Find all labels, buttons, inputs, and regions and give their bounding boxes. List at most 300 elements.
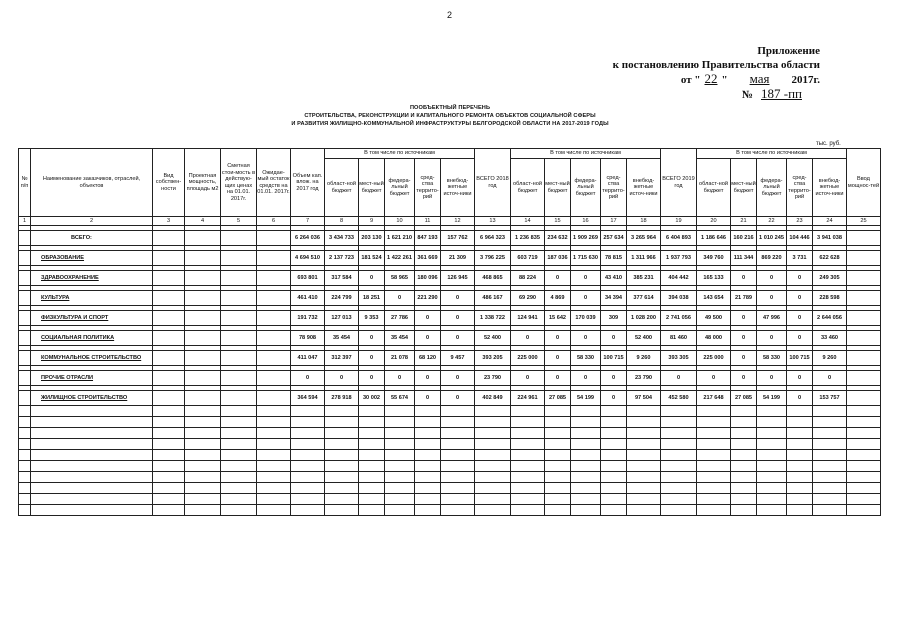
header-regional-2017: област-ной бюджет xyxy=(325,159,359,217)
value-cell: 869 220 xyxy=(757,251,787,266)
empty-cell xyxy=(153,461,185,472)
value-cell: 0 xyxy=(385,291,415,306)
header-total-2018: ВСЕГО 2018 год xyxy=(475,149,511,217)
column-number: 9 xyxy=(359,217,385,226)
empty-cell xyxy=(185,472,221,483)
value-cell: 68 120 xyxy=(415,351,441,366)
unit-label: тыс. руб. xyxy=(816,141,841,147)
value-cell: 693 801 xyxy=(291,271,325,286)
empty-cell xyxy=(385,505,415,516)
empty-cell xyxy=(545,461,571,472)
empty-cell xyxy=(185,251,221,266)
empty-cell xyxy=(545,406,571,417)
value-cell: 6 264 036 xyxy=(291,231,325,246)
value-cell: 58 330 xyxy=(757,351,787,366)
value-cell: 2 644 056 xyxy=(813,311,847,326)
value-cell: 2 741 056 xyxy=(661,311,697,326)
empty-cell xyxy=(359,417,385,428)
empty-cell xyxy=(257,311,291,326)
empty-cell xyxy=(185,450,221,461)
value-cell: 1 937 793 xyxy=(661,251,697,266)
empty-cell xyxy=(697,494,731,505)
column-number: 10 xyxy=(385,217,415,226)
header-estimate: Сметная стои-мость в действую-щих ценах на 01.01. 2017г. xyxy=(221,149,257,217)
empty-cell xyxy=(221,439,257,450)
empty-cell xyxy=(661,483,697,494)
header-federal-2019: федера-льный бюджет xyxy=(757,159,787,217)
empty-cell xyxy=(731,461,757,472)
value-cell: 78 815 xyxy=(601,251,627,266)
empty-cell xyxy=(359,494,385,505)
value-cell: 0 xyxy=(757,331,787,346)
empty-cell xyxy=(475,472,511,483)
commission-cell xyxy=(847,371,881,386)
row-num-cell xyxy=(19,271,31,286)
empty-cell xyxy=(757,494,787,505)
header-num: № п/п xyxy=(19,149,31,217)
empty-cell xyxy=(847,505,881,516)
value-cell: 228 598 xyxy=(813,291,847,306)
value-cell: 9 260 xyxy=(627,351,661,366)
value-cell: 0 xyxy=(731,311,757,326)
empty-cell xyxy=(415,417,441,428)
commission-cell xyxy=(847,311,881,326)
empty-cell xyxy=(787,439,813,450)
empty-cell xyxy=(153,505,185,516)
value-cell: 35 454 xyxy=(385,331,415,346)
empty-cell xyxy=(571,417,601,428)
empty-cell xyxy=(19,505,31,516)
value-cell: 0 xyxy=(787,391,813,406)
value-cell: 452 580 xyxy=(661,391,697,406)
empty-cell xyxy=(19,417,31,428)
empty-cell xyxy=(153,439,185,450)
value-cell: 0 xyxy=(385,371,415,386)
value-cell: 1 311 966 xyxy=(627,251,661,266)
value-cell: 0 xyxy=(291,371,325,386)
empty-cell xyxy=(31,472,153,483)
empty-cell xyxy=(601,505,627,516)
empty-cell xyxy=(697,483,731,494)
empty-cell xyxy=(257,391,291,406)
empty-cell xyxy=(221,251,257,266)
empty-cell xyxy=(731,428,757,439)
empty-cell xyxy=(441,406,475,417)
empty-cell xyxy=(221,472,257,483)
empty-cell xyxy=(385,439,415,450)
column-number: 21 xyxy=(731,217,757,226)
empty-cell xyxy=(385,450,415,461)
empty-cell xyxy=(441,483,475,494)
empty-cell xyxy=(697,472,731,483)
value-cell: 124 941 xyxy=(511,311,545,326)
value-cell: 0 xyxy=(415,371,441,386)
empty-cell xyxy=(153,331,185,346)
empty-cell xyxy=(385,461,415,472)
empty-cell xyxy=(757,505,787,516)
empty-cell xyxy=(415,483,441,494)
empty-cell xyxy=(185,505,221,516)
value-cell: 0 xyxy=(511,331,545,346)
value-cell: 52 400 xyxy=(475,331,511,346)
value-cell: 0 xyxy=(571,271,601,286)
empty-cell xyxy=(325,461,359,472)
value-cell: 33 460 xyxy=(813,331,847,346)
value-cell: 486 167 xyxy=(475,291,511,306)
header-capital-2017: Объем кап. влож. на 2017 год xyxy=(291,149,325,217)
row-num-cell xyxy=(19,291,31,306)
header-offbudget-2018: внебюд-жетные источ-ники xyxy=(627,159,661,217)
empty-cell xyxy=(475,450,511,461)
empty-cell xyxy=(511,505,545,516)
empty-cell xyxy=(757,406,787,417)
empty-cell xyxy=(153,483,185,494)
empty-cell xyxy=(571,472,601,483)
value-cell: 157 762 xyxy=(441,231,475,246)
value-cell: 170 039 xyxy=(571,311,601,326)
empty-cell xyxy=(757,439,787,450)
empty-cell xyxy=(359,428,385,439)
value-cell: 181 524 xyxy=(359,251,385,266)
value-cell: 153 757 xyxy=(813,391,847,406)
value-cell: 249 305 xyxy=(813,271,847,286)
row-name: КОММУНАЛЬНОЕ СТРОИТЕЛЬСТВО xyxy=(31,351,153,366)
value-cell: 126 945 xyxy=(441,271,475,286)
value-cell: 49 500 xyxy=(697,311,731,326)
value-cell: 34 394 xyxy=(601,291,627,306)
empty-cell xyxy=(697,417,731,428)
empty-cell xyxy=(415,472,441,483)
value-cell: 0 xyxy=(571,371,601,386)
empty-cell xyxy=(787,406,813,417)
empty-cell xyxy=(661,439,697,450)
appendix-title: Приложение xyxy=(757,45,820,57)
value-cell: 847 193 xyxy=(415,231,441,246)
empty-cell xyxy=(475,428,511,439)
value-cell: 30 002 xyxy=(359,391,385,406)
empty-cell xyxy=(787,428,813,439)
empty-cell xyxy=(813,472,847,483)
value-cell: 0 xyxy=(441,291,475,306)
empty-cell xyxy=(257,331,291,346)
empty-cell xyxy=(153,271,185,286)
empty-cell xyxy=(511,483,545,494)
empty-cell xyxy=(325,505,359,516)
value-cell: 0 xyxy=(545,351,571,366)
appendix-block xyxy=(600,44,820,102)
empty-cell xyxy=(185,231,221,246)
value-cell: 1 621 210 xyxy=(385,231,415,246)
table-row xyxy=(19,251,881,266)
empty-cell xyxy=(325,494,359,505)
empty-cell xyxy=(545,417,571,428)
number-value: 187 -пп xyxy=(761,86,802,101)
column-number: 14 xyxy=(511,217,545,226)
column-number: 7 xyxy=(291,217,325,226)
empty-cell xyxy=(661,461,697,472)
value-cell: 88 224 xyxy=(511,271,545,286)
column-number: 5 xyxy=(221,217,257,226)
value-cell: 21 789 xyxy=(731,291,757,306)
column-number: 11 xyxy=(415,217,441,226)
empty-cell xyxy=(787,472,813,483)
value-cell: 4 694 510 xyxy=(291,251,325,266)
empty-cell xyxy=(385,494,415,505)
empty-cell xyxy=(813,406,847,417)
empty-cell xyxy=(257,271,291,286)
empty-cell xyxy=(731,439,757,450)
value-cell: 111 344 xyxy=(731,251,757,266)
empty-cell xyxy=(757,450,787,461)
empty-cell xyxy=(153,472,185,483)
empty-cell xyxy=(359,461,385,472)
empty-cell xyxy=(257,417,291,428)
empty-cell xyxy=(545,483,571,494)
value-cell: 54 199 xyxy=(757,391,787,406)
value-cell: 9 353 xyxy=(359,311,385,326)
empty-cell xyxy=(359,505,385,516)
empty-cell xyxy=(475,494,511,505)
title-line-1: ПООБЪЕКТНЫЙ ПЕРЕЧЕНЬ xyxy=(409,105,491,111)
header-local-2018: мест-ный бюджет xyxy=(545,159,571,217)
value-cell: 361 669 xyxy=(415,251,441,266)
empty-cell xyxy=(601,494,627,505)
page-number: 2 xyxy=(447,10,453,20)
empty-cell xyxy=(697,461,731,472)
empty-cell xyxy=(291,439,325,450)
row-name: ЗДРАВООХРАНЕНИЕ xyxy=(31,271,153,286)
column-number: 3 xyxy=(153,217,185,226)
value-cell: 349 760 xyxy=(697,251,731,266)
appendix-number xyxy=(600,87,820,102)
empty-cell xyxy=(185,351,221,366)
value-cell: 309 xyxy=(601,311,627,326)
empty-cell xyxy=(257,231,291,246)
empty-cell xyxy=(185,417,221,428)
empty-cell xyxy=(385,428,415,439)
header-federal-2018: федера-льный бюджет xyxy=(571,159,601,217)
empty-cell xyxy=(847,439,881,450)
value-cell: 0 xyxy=(441,371,475,386)
empty-cell xyxy=(441,505,475,516)
table-row xyxy=(19,271,881,286)
empty-cell xyxy=(325,417,359,428)
empty-cell xyxy=(415,494,441,505)
empty-cell xyxy=(291,406,325,417)
empty-cell xyxy=(661,505,697,516)
empty-cell xyxy=(697,428,731,439)
value-cell: 224 961 xyxy=(511,391,545,406)
empty-cell xyxy=(31,406,153,417)
column-number: 25 xyxy=(847,217,881,226)
empty-cell xyxy=(257,494,291,505)
row-num-cell xyxy=(19,311,31,326)
value-cell: 2 137 723 xyxy=(325,251,359,266)
value-cell: 100 715 xyxy=(601,351,627,366)
value-cell: 6 964 323 xyxy=(475,231,511,246)
header-sources-2019: В том числе по источникам xyxy=(697,149,847,159)
value-cell: 23 790 xyxy=(475,371,511,386)
value-cell: 21 309 xyxy=(441,251,475,266)
value-cell: 0 xyxy=(511,371,545,386)
value-cell: 191 732 xyxy=(291,311,325,326)
empty-cell xyxy=(257,505,291,516)
empty-cell xyxy=(627,472,661,483)
column-number: 2 xyxy=(31,217,153,226)
header-local-2019: мест-ный бюджет xyxy=(731,159,757,217)
empty-cell xyxy=(257,450,291,461)
empty-cell xyxy=(221,494,257,505)
empty-cell xyxy=(511,494,545,505)
empty-cell xyxy=(731,417,757,428)
empty-cell xyxy=(31,428,153,439)
column-number: 4 xyxy=(185,217,221,226)
row-name: СОЦИАЛЬНАЯ ПОЛИТИКА xyxy=(31,331,153,346)
column-number: 16 xyxy=(571,217,601,226)
empty-cell xyxy=(847,428,881,439)
column-number: 12 xyxy=(441,217,475,226)
empty-cell xyxy=(185,311,221,326)
value-cell: 225 000 xyxy=(697,351,731,366)
value-cell: 393 305 xyxy=(661,351,697,366)
empty-cell xyxy=(415,428,441,439)
empty-cell xyxy=(185,406,221,417)
value-cell: 0 xyxy=(415,391,441,406)
value-cell: 0 xyxy=(601,331,627,346)
empty-cell xyxy=(627,505,661,516)
value-cell: 0 xyxy=(731,331,757,346)
empty-cell xyxy=(511,417,545,428)
empty-cell xyxy=(153,291,185,306)
empty-cell xyxy=(291,472,325,483)
value-cell: 0 xyxy=(813,371,847,386)
header-territory-2017: сред-ства террито-рий xyxy=(415,159,441,217)
value-cell: 0 xyxy=(359,371,385,386)
document-title xyxy=(240,104,660,128)
value-cell: 0 xyxy=(787,311,813,326)
empty-cell xyxy=(221,311,257,326)
value-cell: 55 674 xyxy=(385,391,415,406)
value-cell: 18 251 xyxy=(359,291,385,306)
value-cell: 312 397 xyxy=(325,351,359,366)
empty-cell xyxy=(661,450,697,461)
empty-cell xyxy=(731,450,757,461)
empty-cell xyxy=(661,417,697,428)
empty-cell xyxy=(441,439,475,450)
value-cell: 603 719 xyxy=(511,251,545,266)
empty-cell xyxy=(475,406,511,417)
value-cell: 187 036 xyxy=(545,251,571,266)
empty-cell xyxy=(415,505,441,516)
empty-cell xyxy=(661,428,697,439)
empty-cell xyxy=(185,439,221,450)
empty-cell xyxy=(19,494,31,505)
value-cell: 0 xyxy=(757,271,787,286)
empty-cell xyxy=(627,439,661,450)
value-cell: 23 790 xyxy=(627,371,661,386)
table-row xyxy=(19,391,881,406)
row-num-cell xyxy=(19,251,31,266)
empty-cell xyxy=(359,483,385,494)
commission-cell xyxy=(847,271,881,286)
empty-cell xyxy=(757,417,787,428)
empty-cell xyxy=(545,505,571,516)
row-name: ПРОЧИЕ ОТРАСЛИ xyxy=(31,371,153,386)
table-row xyxy=(19,371,881,386)
header-offbudget-2017: внебюд-жетные источ-ники xyxy=(441,159,475,217)
date-month: мая xyxy=(749,71,770,86)
header-offbudget-2019: внебюд-жетные источ-ники xyxy=(813,159,847,217)
empty-cell xyxy=(627,406,661,417)
value-cell: 81 460 xyxy=(661,331,697,346)
value-cell: 0 xyxy=(359,351,385,366)
empty-cell xyxy=(291,428,325,439)
value-cell: 0 xyxy=(571,291,601,306)
empty-cell xyxy=(221,483,257,494)
value-cell: 221 290 xyxy=(415,291,441,306)
value-cell: 622 628 xyxy=(813,251,847,266)
value-cell: 0 xyxy=(787,291,813,306)
value-cell: 0 xyxy=(441,331,475,346)
empty-cell xyxy=(545,439,571,450)
empty-row xyxy=(19,472,881,483)
empty-cell xyxy=(731,406,757,417)
empty-cell xyxy=(153,351,185,366)
empty-cell xyxy=(731,483,757,494)
empty-row xyxy=(19,406,881,417)
column-number: 17 xyxy=(601,217,627,226)
empty-cell xyxy=(325,439,359,450)
empty-cell xyxy=(511,406,545,417)
value-cell: 0 xyxy=(731,351,757,366)
date-year: 2017г. xyxy=(791,74,820,86)
value-cell: 1 422 261 xyxy=(385,251,415,266)
empty-cell xyxy=(415,461,441,472)
table-row xyxy=(19,231,881,246)
empty-cell xyxy=(153,251,185,266)
value-cell: 257 634 xyxy=(601,231,627,246)
empty-cell xyxy=(757,428,787,439)
value-cell: 15 642 xyxy=(545,311,571,326)
empty-cell xyxy=(221,450,257,461)
empty-cell xyxy=(359,450,385,461)
empty-cell xyxy=(153,391,185,406)
empty-cell xyxy=(601,472,627,483)
appendix-resolution: к постановлению Правительства области xyxy=(612,59,820,71)
empty-cell xyxy=(441,494,475,505)
empty-cell xyxy=(571,505,601,516)
value-cell: 217 648 xyxy=(697,391,731,406)
empty-cell xyxy=(601,439,627,450)
empty-cell xyxy=(661,472,697,483)
empty-cell xyxy=(385,483,415,494)
empty-cell xyxy=(153,428,185,439)
empty-row xyxy=(19,483,881,494)
empty-cell xyxy=(31,505,153,516)
value-cell: 54 199 xyxy=(571,391,601,406)
value-cell: 461 410 xyxy=(291,291,325,306)
value-cell: 402 849 xyxy=(475,391,511,406)
empty-cell xyxy=(731,505,757,516)
empty-cell xyxy=(601,428,627,439)
empty-cell xyxy=(325,483,359,494)
empty-cell xyxy=(441,417,475,428)
empty-cell xyxy=(813,483,847,494)
value-cell: 203 130 xyxy=(359,231,385,246)
value-cell: 48 000 xyxy=(697,331,731,346)
header-total-2019: ВСЕГО 2019 год xyxy=(661,149,697,217)
empty-cell xyxy=(847,417,881,428)
